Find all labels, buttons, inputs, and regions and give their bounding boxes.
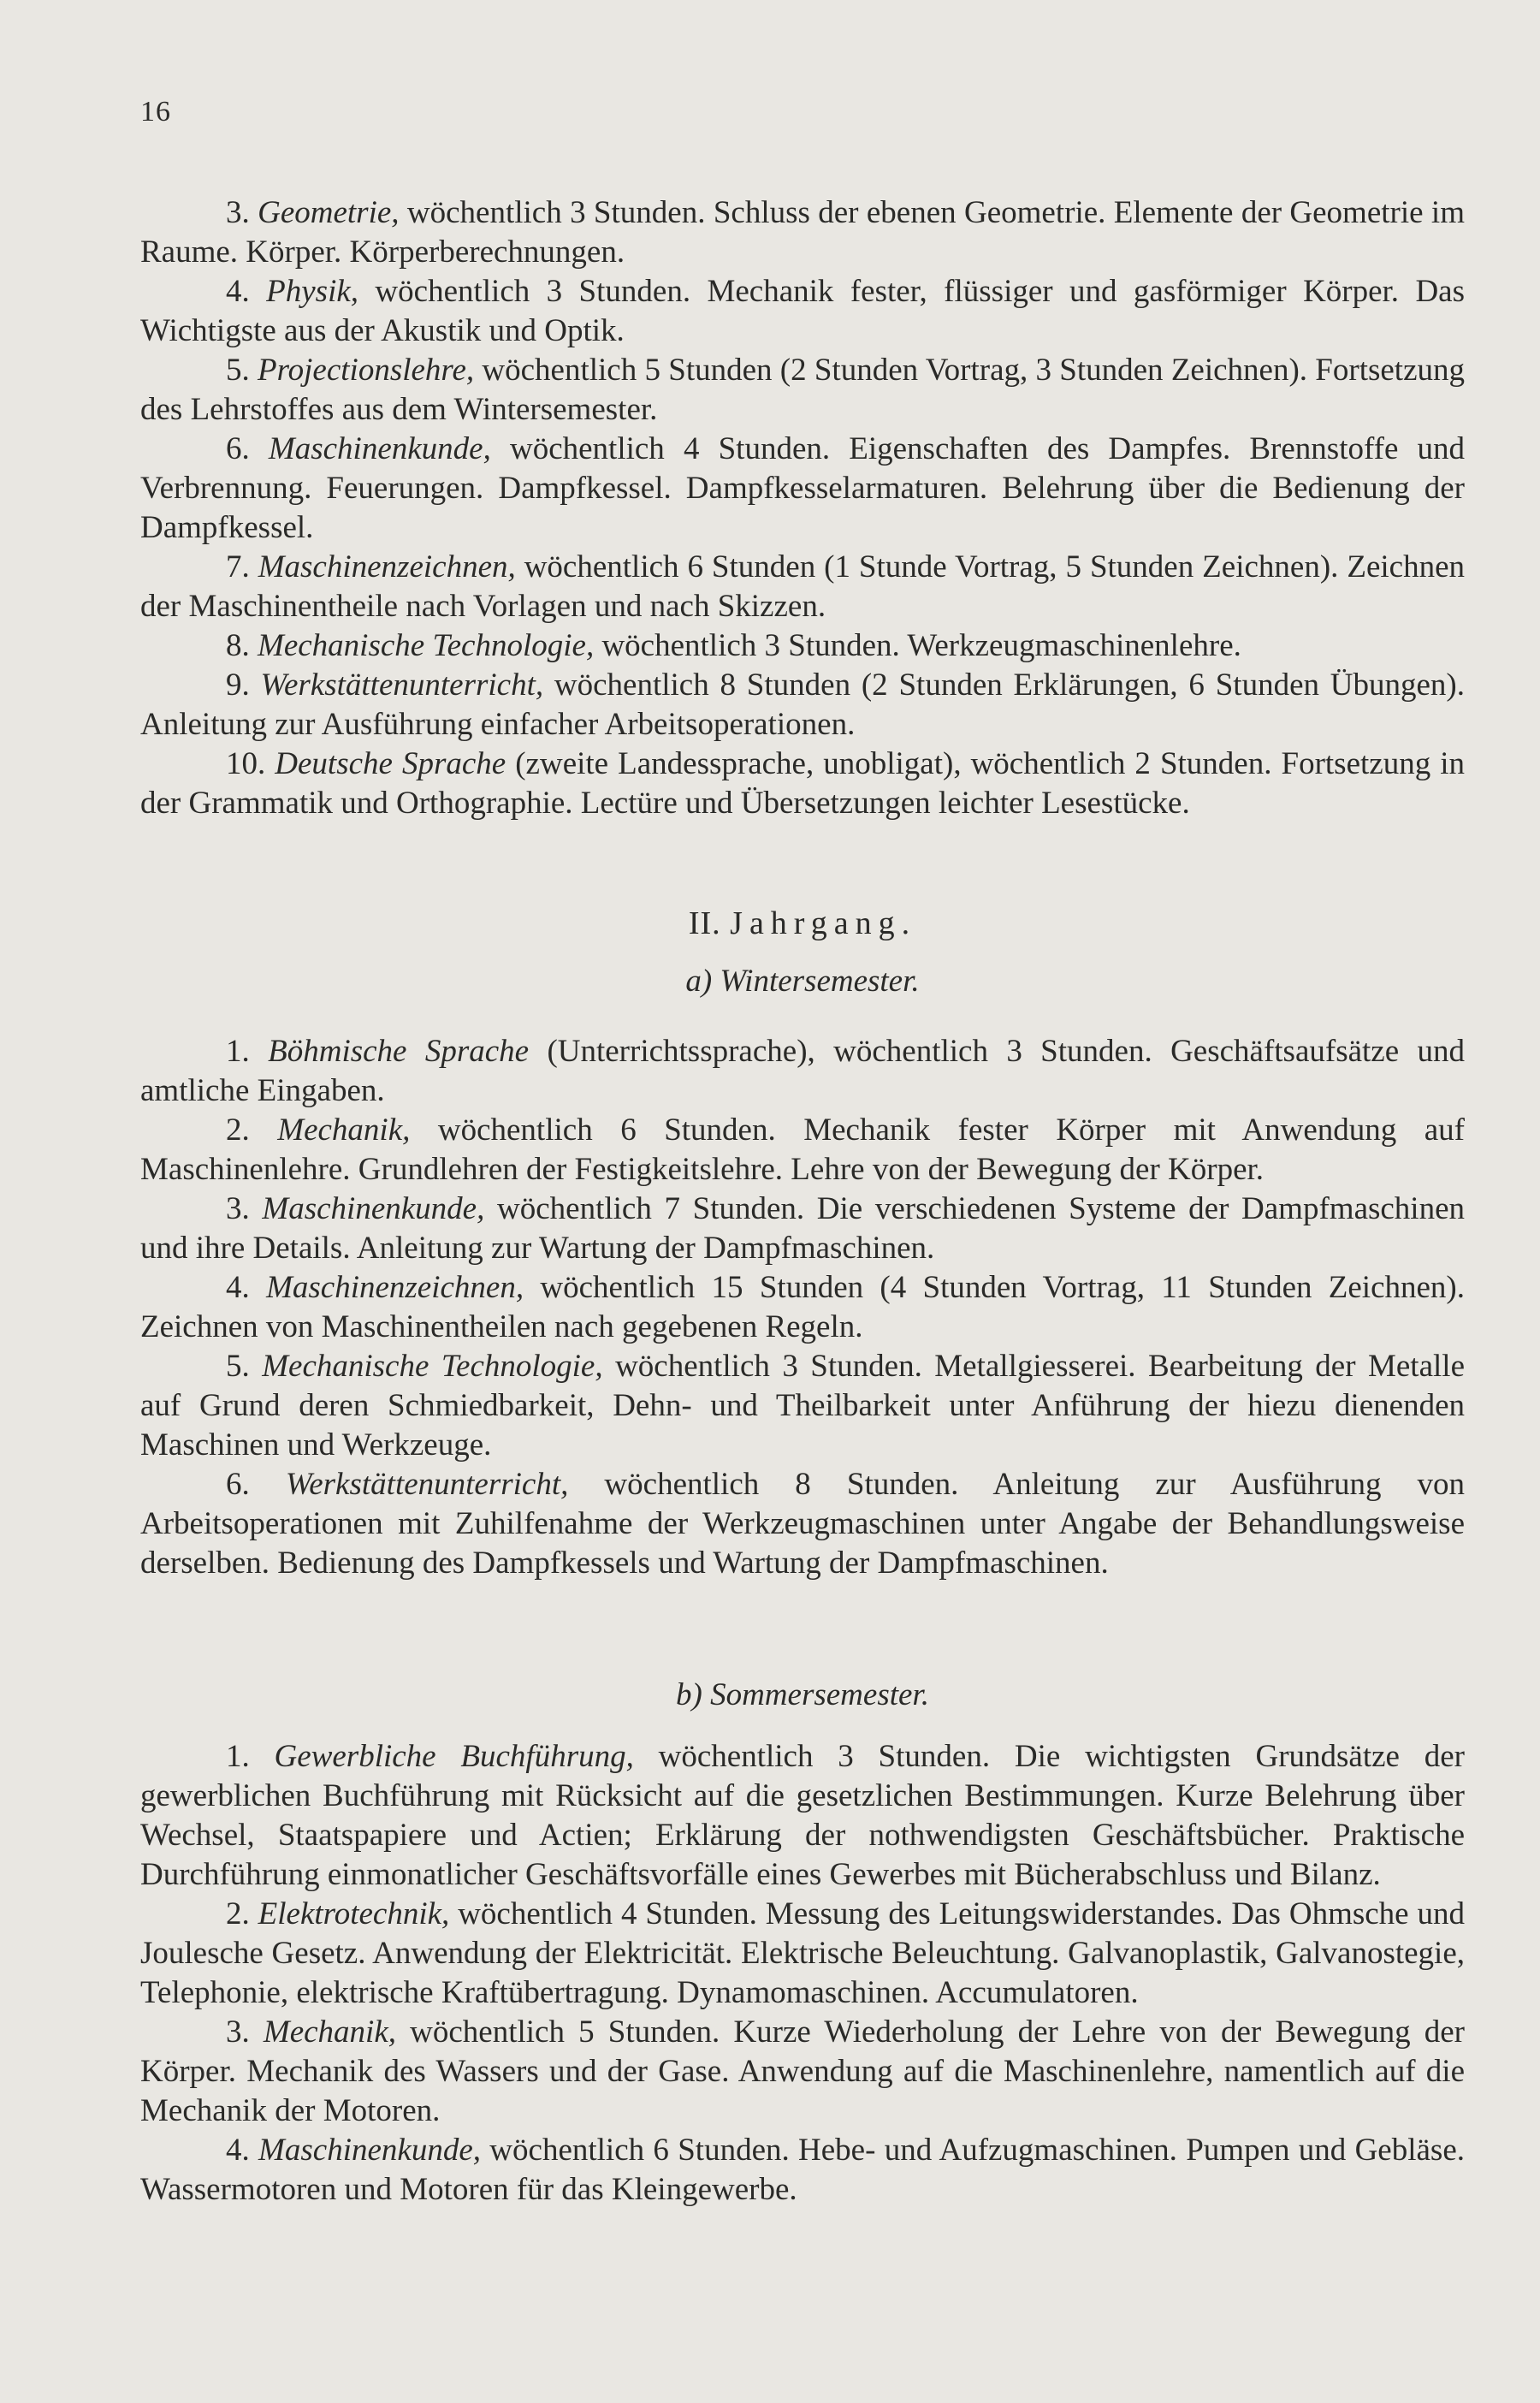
entry-text: wöchentlich 8 Stunden (2 Stunden Erklärungen, 6 Stunden Übungen). Anleitung zur Ausführung einfacher Arbeitsoperationen.: [140, 668, 1466, 742]
subject-name: Mechanik,: [263, 2014, 397, 2050]
course-entry: [140, 1111, 1465, 1190]
course-entry: [140, 1032, 1465, 1111]
entry-number: 5.: [226, 1349, 250, 1384]
subject-name: Maschinenzeichnen,: [266, 1270, 524, 1305]
course-entry: [140, 1268, 1465, 1347]
subject-name: Maschinenkunde,: [268, 431, 491, 466]
entry-text: wöchentlich 8 Stunden. Anleitung zur Ausführung von Arbeitsoperationen mit Zuhilfenahme der Werkzeugmaschinen unter Angabe der Behandlungsweise derselben. Bedienung des Dampfkessels und Wartung der Dampfmaschinen.: [140, 1467, 1466, 1581]
entry-number: 2.: [226, 1112, 250, 1148]
course-entry: [140, 626, 1465, 666]
course-entry: [140, 1737, 1465, 1895]
entry-text: wöchentlich 5 Stunden (2 Stunden Vortrag, 3 Stunden Zeichnen). Fortsetzung des Lehrstoffes aus dem Wintersemester.: [140, 353, 1465, 427]
entry-text: wöchentlich 3 Stunden. Mechanik fester, flüssiger und gasförmiger Körper. Das Wichtigste aus der Akustik und Optik.: [140, 274, 1465, 348]
entry-number: 4.: [226, 2133, 250, 2168]
entry-number: 6.: [226, 431, 250, 466]
entry-text: wöchentlich 6 Stunden (1 Stunde Vortrag, 5 Stunden Zeichnen). Zeichnen der Maschinentheile nach Vorlagen und nach Skizzen.: [140, 549, 1465, 624]
entry-number: 10.: [226, 746, 266, 781]
entry-text: wöchentlich 6 Stunden. Mechanik fester Körper mit Anwendung auf Maschinenlehre. Grundlehren der Festigkeitslehre. Lehre von der Bewegung der Körper.: [140, 1112, 1465, 1187]
entry-text: (Unterrichtssprache), wöchentlich 3 Stunden. Geschäftsaufsätze und amtliche Eingaben.: [140, 1034, 1466, 1108]
year-word: Jahrgang.: [730, 905, 917, 941]
course-entry: [140, 193, 1465, 272]
entry-text: wöchentlich 3 Stunden. Werkzeugmaschinenlehre.: [594, 628, 1241, 663]
entry-text: (zweite Landessprache, unobligat), wöchentlich 2 Stunden. Fortsetzung in der Grammatik und Orthographie. Lectüre und Übersetzungen leichter Lesestücke.: [140, 746, 1466, 821]
subject-name: Projectionslehre,: [258, 353, 475, 388]
subject-name: Gewerbliche Buchführung,: [274, 1739, 634, 1774]
entry-text: wöchentlich 3 Stunden. Metallgiesserei. Bearbeitung der Metalle auf Grund deren Schmiedbarkeit, Dehn- und Theilbarkeit unter Anführung der hiezu dienenden Maschinen und Werkzeuge.: [140, 1349, 1465, 1463]
entry-text: wöchentlich 3 Stunden. Die wichtigsten Grundsätze der gewerblichen Buchführung mit Rücksicht auf die gesetzlichen Bestimmungen. Kurze Belehrung über Wechsel, Staatspapiere und Actien; Erklärung der nothwendigsten Geschäftsbücher. Praktische Durchführung einmonatlicher Geschäftsvorfälle eines Gewerbes mit Bücherabschluss und Bilanz.: [140, 1739, 1466, 1892]
subject-name: Mechanik,: [277, 1112, 411, 1148]
entry-text: wöchentlich 4 Stunden. Eigenschaften des Dampfes. Brennstoffe und Verbrennung. Feuerungen. Dampfkessel. Dampfkesselarmaturen. Belehrung über die Bedienung der Dampfkessel.: [140, 431, 1466, 545]
course-entry: [140, 745, 1465, 823]
entry-text: wöchentlich 3 Stunden. Schluss der ebenen Geometrie. Elemente der Geometrie im Raume. Körper. Körperberechnungen.: [140, 195, 1465, 270]
subject-name: Deutsche Sprache: [275, 746, 506, 781]
course-entry: [140, 1347, 1465, 1465]
entry-number: 3.: [226, 195, 250, 230]
semester-heading-summer: b) Sommersemester.: [676, 1677, 929, 1712]
course-list-year-1-summer: [140, 193, 1465, 823]
course-entry: [140, 2013, 1465, 2131]
course-entry: [140, 1190, 1465, 1268]
course-entry: [140, 1895, 1465, 2013]
entry-number: 4.: [226, 1270, 250, 1305]
entry-number: 9.: [226, 668, 250, 703]
course-list-year-2-winter: [140, 1032, 1465, 1583]
subject-name: Maschinenkunde,: [258, 2133, 481, 2168]
entry-number: 7.: [226, 549, 250, 584]
subject-name: Elektrotechnik,: [258, 1896, 450, 1931]
course-entry: [140, 1465, 1465, 1583]
subject-name: Maschinenzeichnen,: [258, 549, 516, 584]
entry-number: 8.: [226, 628, 250, 663]
course-entry: [140, 548, 1465, 626]
entry-number: 5.: [226, 353, 250, 388]
page-number: 16: [140, 96, 171, 128]
subject-name: Geometrie,: [258, 195, 400, 230]
course-entry: [140, 351, 1465, 430]
entry-number: 1.: [226, 1034, 250, 1069]
year-numeral: II.: [688, 905, 721, 941]
entry-number: 2.: [226, 1896, 250, 1931]
subject-name: Physik,: [266, 274, 359, 309]
entry-text: wöchentlich 6 Stunden. Hebe- und Aufzugmaschinen. Pumpen und Gebläse. Wassermotoren und Motoren für das Kleingewerbe.: [140, 2133, 1465, 2207]
entry-text: wöchentlich 4 Stunden. Messung des Leitungswiderstandes. Das Ohmsche und Joulesche Gesetz. Anwendung der Elektricität. Elektrische Beleuchtung. Galvanoplastik, Galvanostegie, Telephonie, elektrische Kraftübertragung. Dynamomaschinen. Accumulatoren.: [140, 1896, 1466, 2010]
subject-name: Böhmische Sprache: [268, 1034, 530, 1069]
entry-number: 3.: [226, 2014, 250, 2050]
subject-name: Werkstättenunterricht,: [260, 668, 544, 703]
subject-name: Maschinenkunde,: [262, 1191, 485, 1226]
entry-text: wöchentlich 15 Stunden (4 Stunden Vortrag, 11 Stunden Zeichnen). Zeichnen von Maschinentheilen nach gegebenen Regeln.: [140, 1270, 1466, 1344]
entry-number: 4.: [226, 274, 250, 309]
subject-name: Mechanische Technologie,: [258, 628, 595, 663]
course-list-year-2-summer: [140, 1737, 1465, 2210]
subject-name: Werkstättenunterricht,: [285, 1467, 569, 1502]
entry-number: 3.: [226, 1191, 250, 1226]
course-entry: [140, 272, 1465, 351]
course-entry: [140, 2131, 1465, 2210]
course-entry: [140, 666, 1465, 745]
entry-number: 1.: [226, 1739, 250, 1774]
subject-name: Mechanische Technologie,: [262, 1349, 603, 1384]
course-entry: [140, 430, 1465, 548]
year-heading: [140, 904, 1465, 943]
entry-number: 6.: [226, 1467, 250, 1502]
semester-heading-winter: a) Wintersemester.: [685, 964, 920, 999]
entry-text: wöchentlich 7 Stunden. Die verschiedenen Systeme der Dampfmaschinen und ihre Details. Anleitung zur Wartung der Dampfmaschinen.: [140, 1191, 1466, 1266]
entry-text: wöchentlich 5 Stunden. Kurze Wiederholung der Lehre von der Bewegung der Körper. Mechanik des Wassers und der Gase. Anwendung auf die Maschinenlehre, namentlich auf die Mechanik der Motoren.: [140, 2014, 1466, 2128]
